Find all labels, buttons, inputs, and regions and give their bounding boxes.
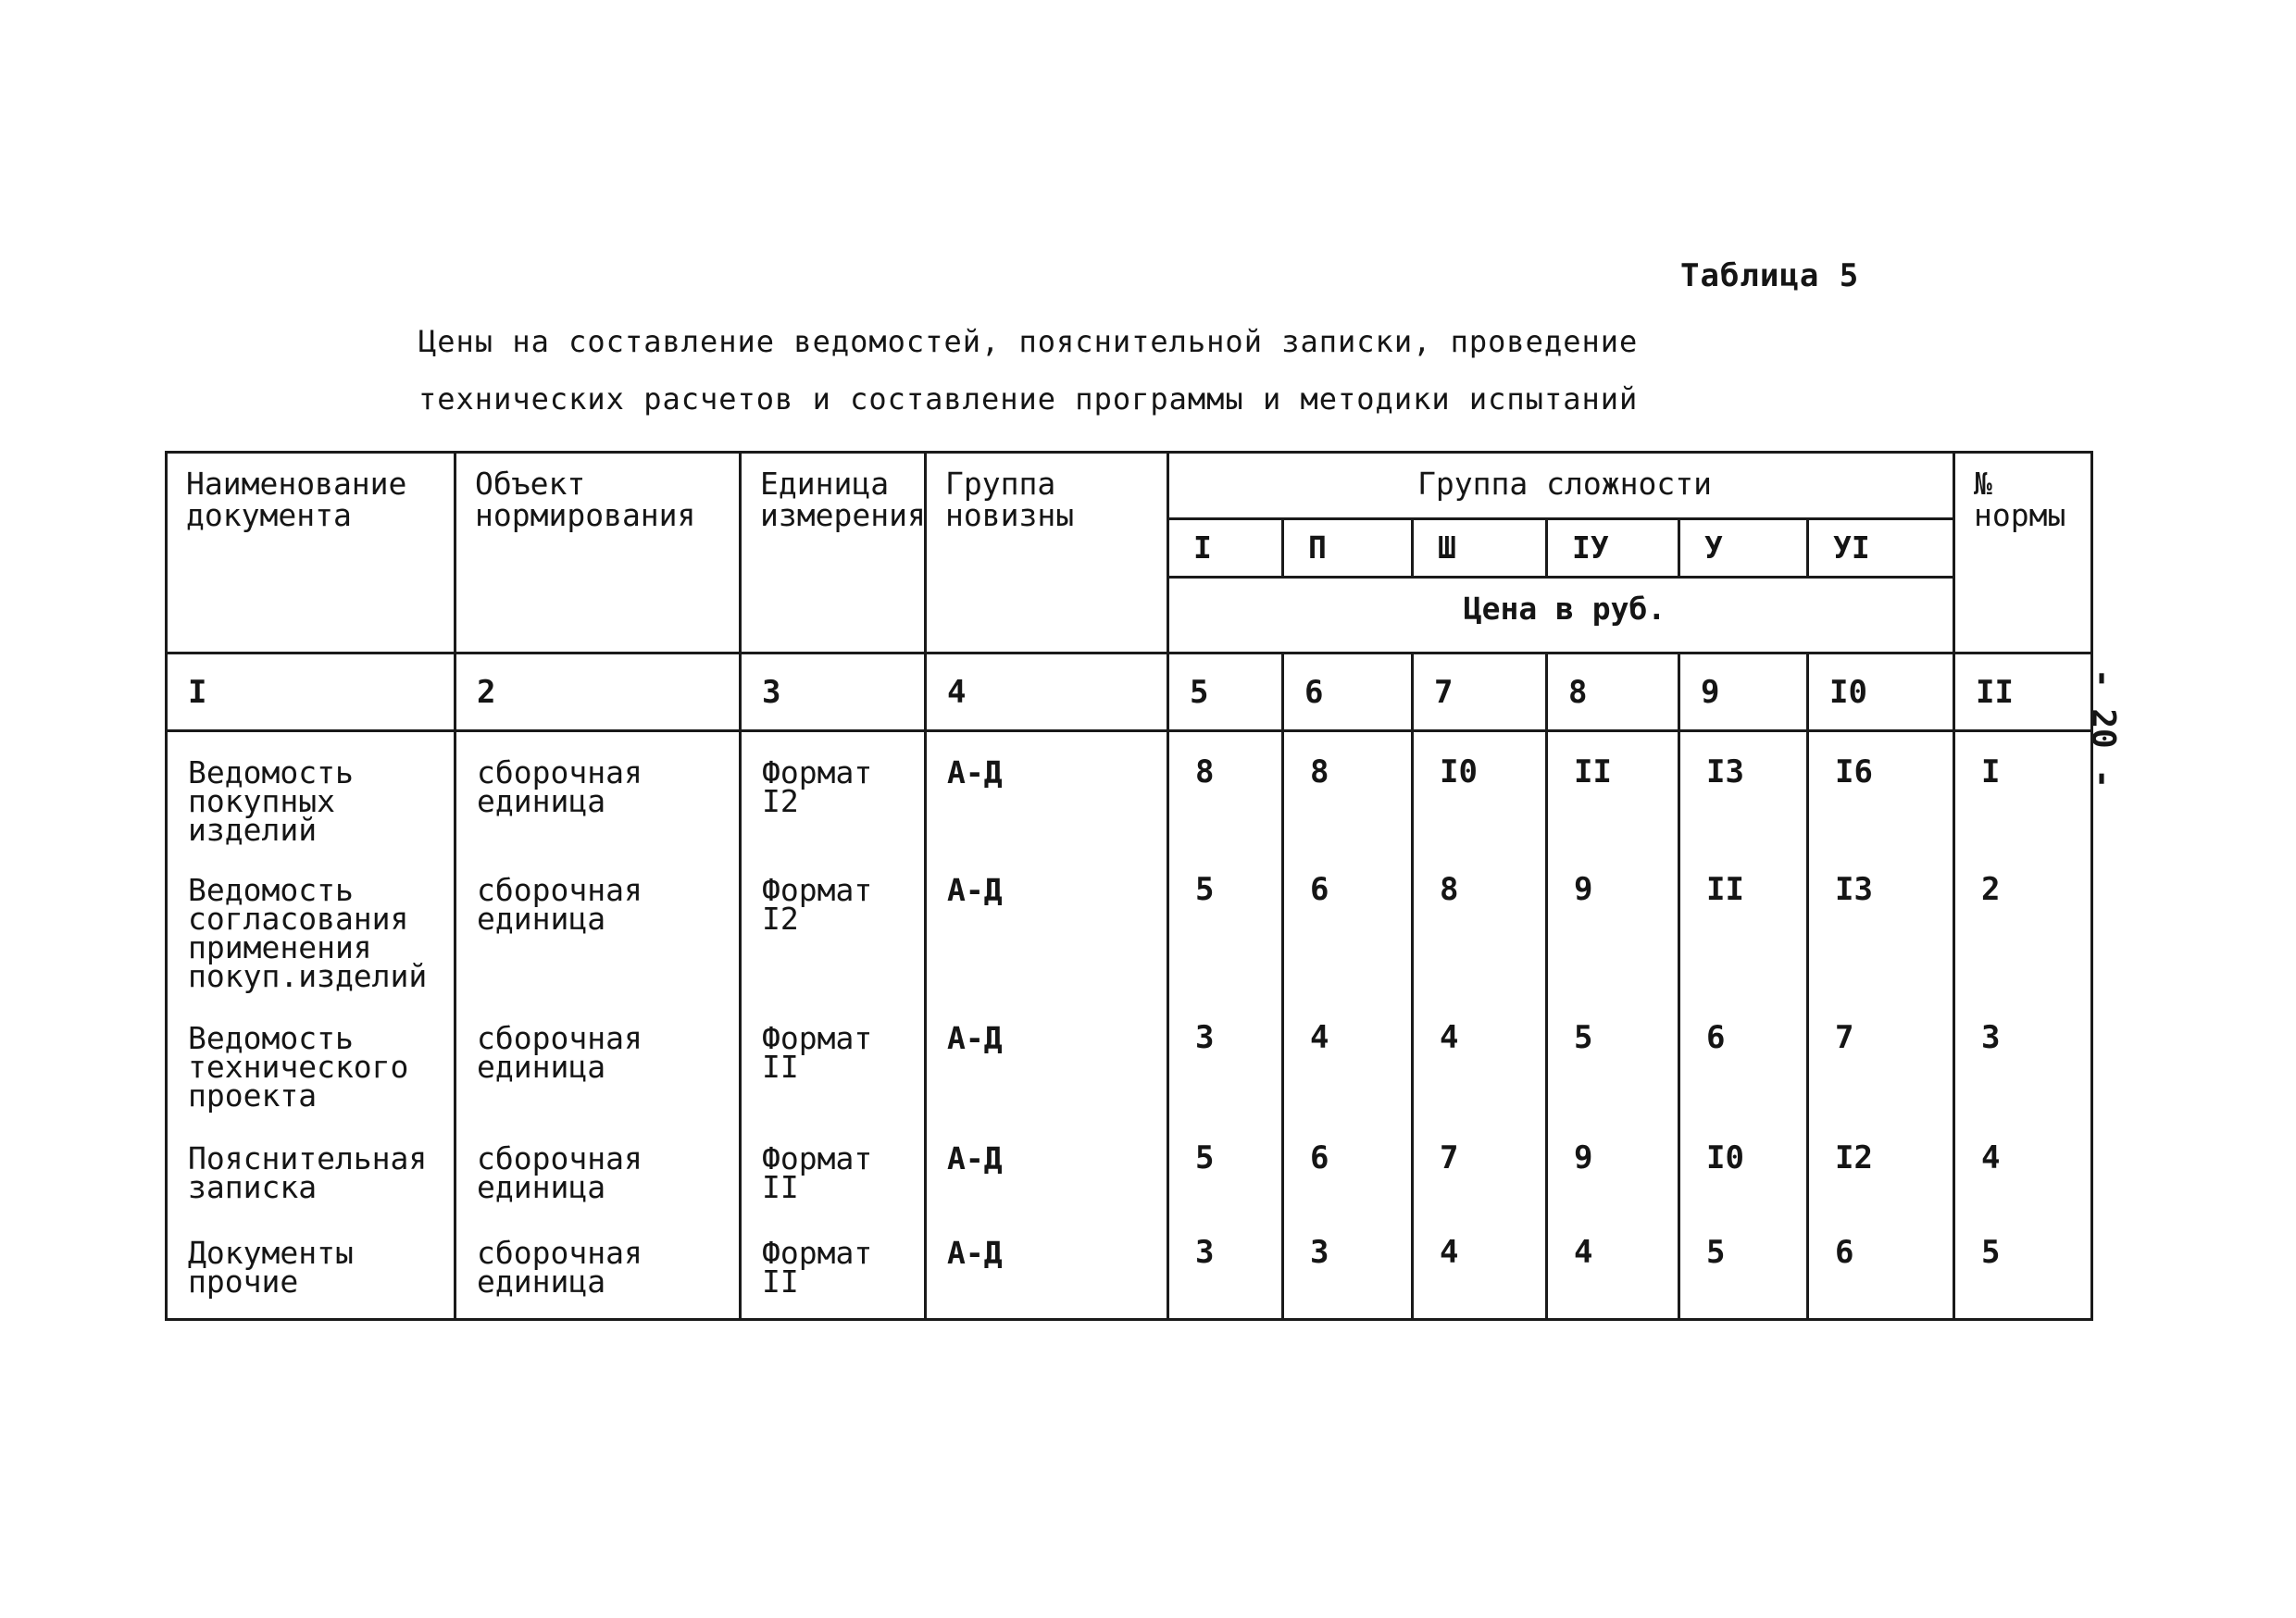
price: 9 — [1547, 850, 1679, 998]
table-row — [167, 1213, 2092, 1320]
object: сборочная единица — [455, 1118, 741, 1213]
header-object: Объект нормирования — [455, 453, 741, 653]
group-5: У — [1679, 518, 1808, 577]
price: II — [1679, 850, 1808, 998]
price: 5 — [1679, 1213, 1808, 1320]
price: 6 — [1808, 1213, 1954, 1320]
norm-number: 4 — [1954, 1118, 2092, 1213]
price: 7 — [1413, 1118, 1547, 1213]
price: 9 — [1547, 1118, 1679, 1213]
header-price: Цена в руб. — [1168, 578, 1954, 653]
header-norm-number: № нормы — [1954, 453, 2092, 653]
price: 3 — [1168, 998, 1283, 1118]
price: I2 — [1808, 1118, 1954, 1213]
novelty: А-Д — [926, 1118, 1168, 1213]
column-number: 7 — [1413, 653, 1547, 731]
price: I0 — [1679, 1118, 1808, 1213]
price: 3 — [1168, 1213, 1283, 1320]
novelty: А-Д — [926, 731, 1168, 850]
unit: Формат II — [741, 1213, 926, 1320]
unit: Формат I2 — [741, 731, 926, 850]
group-6: УI — [1808, 518, 1954, 577]
column-number: 2 — [455, 653, 741, 731]
object: сборочная единица — [455, 998, 741, 1118]
unit: Формат II — [741, 1118, 926, 1213]
table-row — [167, 1118, 2092, 1213]
group-3: Ш — [1413, 518, 1547, 577]
column-number: 8 — [1547, 653, 1679, 731]
price: 3 — [1283, 1213, 1413, 1320]
column-number: 4 — [926, 653, 1168, 731]
header-unit: Единица измерения — [741, 453, 926, 653]
price: 4 — [1547, 1213, 1679, 1320]
price: 8 — [1283, 731, 1413, 850]
price: 5 — [1547, 998, 1679, 1118]
price: I3 — [1808, 850, 1954, 998]
group-2: П — [1283, 518, 1413, 577]
price: 7 — [1808, 998, 1954, 1118]
column-number: 6 — [1283, 653, 1413, 731]
header-novelty: Группа новизны — [926, 453, 1168, 653]
table-caption: Цены на составление ведомостей, пояснительной записки, проведение технических расчетов и составление программы и методики испытаний — [418, 324, 1639, 417]
column-number: I — [167, 653, 455, 731]
document-name: Документы прочие — [167, 1213, 455, 1320]
novelty: А-Д — [926, 1213, 1168, 1320]
column-number: 9 — [1679, 653, 1808, 731]
page-number: - 20 - — [2084, 668, 2122, 790]
norm-number: 5 — [1954, 1213, 2092, 1320]
table-label: Таблица 5 — [1680, 257, 1860, 294]
group-1: I — [1168, 518, 1283, 577]
document-name: Пояснительная записка — [167, 1118, 455, 1213]
object: сборочная единица — [455, 731, 741, 850]
norm-number: I — [1954, 731, 2092, 850]
price: 4 — [1413, 1213, 1547, 1320]
object: сборочная единица — [455, 850, 741, 998]
price: I3 — [1679, 731, 1808, 850]
norm-number: 2 — [1954, 850, 2092, 998]
norm-number: 3 — [1954, 998, 2092, 1118]
price: 8 — [1168, 731, 1283, 850]
novelty: А-Д — [926, 998, 1168, 1118]
price: 6 — [1283, 1118, 1413, 1213]
table-row — [167, 998, 2092, 1118]
price: 4 — [1413, 998, 1547, 1118]
document-name: Ведомость технического проекта — [167, 998, 455, 1118]
price: 6 — [1283, 850, 1413, 998]
header-complexity: Группа сложности — [1168, 453, 1954, 519]
price: 5 — [1168, 1118, 1283, 1213]
price-table — [165, 451, 2093, 1321]
price: 8 — [1413, 850, 1547, 998]
novelty: А-Д — [926, 850, 1168, 998]
document-name: Ведомость согласования применения покуп.изделий — [167, 850, 455, 998]
price: 4 — [1283, 998, 1413, 1118]
column-number: II — [1954, 653, 2092, 731]
object: сборочная единица — [455, 1213, 741, 1320]
price: II — [1547, 731, 1679, 850]
unit: Формат I2 — [741, 850, 926, 998]
table-row — [167, 731, 2092, 850]
price: 5 — [1168, 850, 1283, 998]
unit: Формат II — [741, 998, 926, 1118]
table-row — [167, 850, 2092, 998]
price: I0 — [1413, 731, 1547, 850]
column-number: 5 — [1168, 653, 1283, 731]
column-number: I0 — [1808, 653, 1954, 731]
column-number: 3 — [741, 653, 926, 731]
document-name: Ведомость покупных изделий — [167, 731, 455, 850]
price: 6 — [1679, 998, 1808, 1118]
group-4: IУ — [1547, 518, 1679, 577]
price: I6 — [1808, 731, 1954, 850]
header-document-name: Наименование документа — [167, 453, 455, 653]
